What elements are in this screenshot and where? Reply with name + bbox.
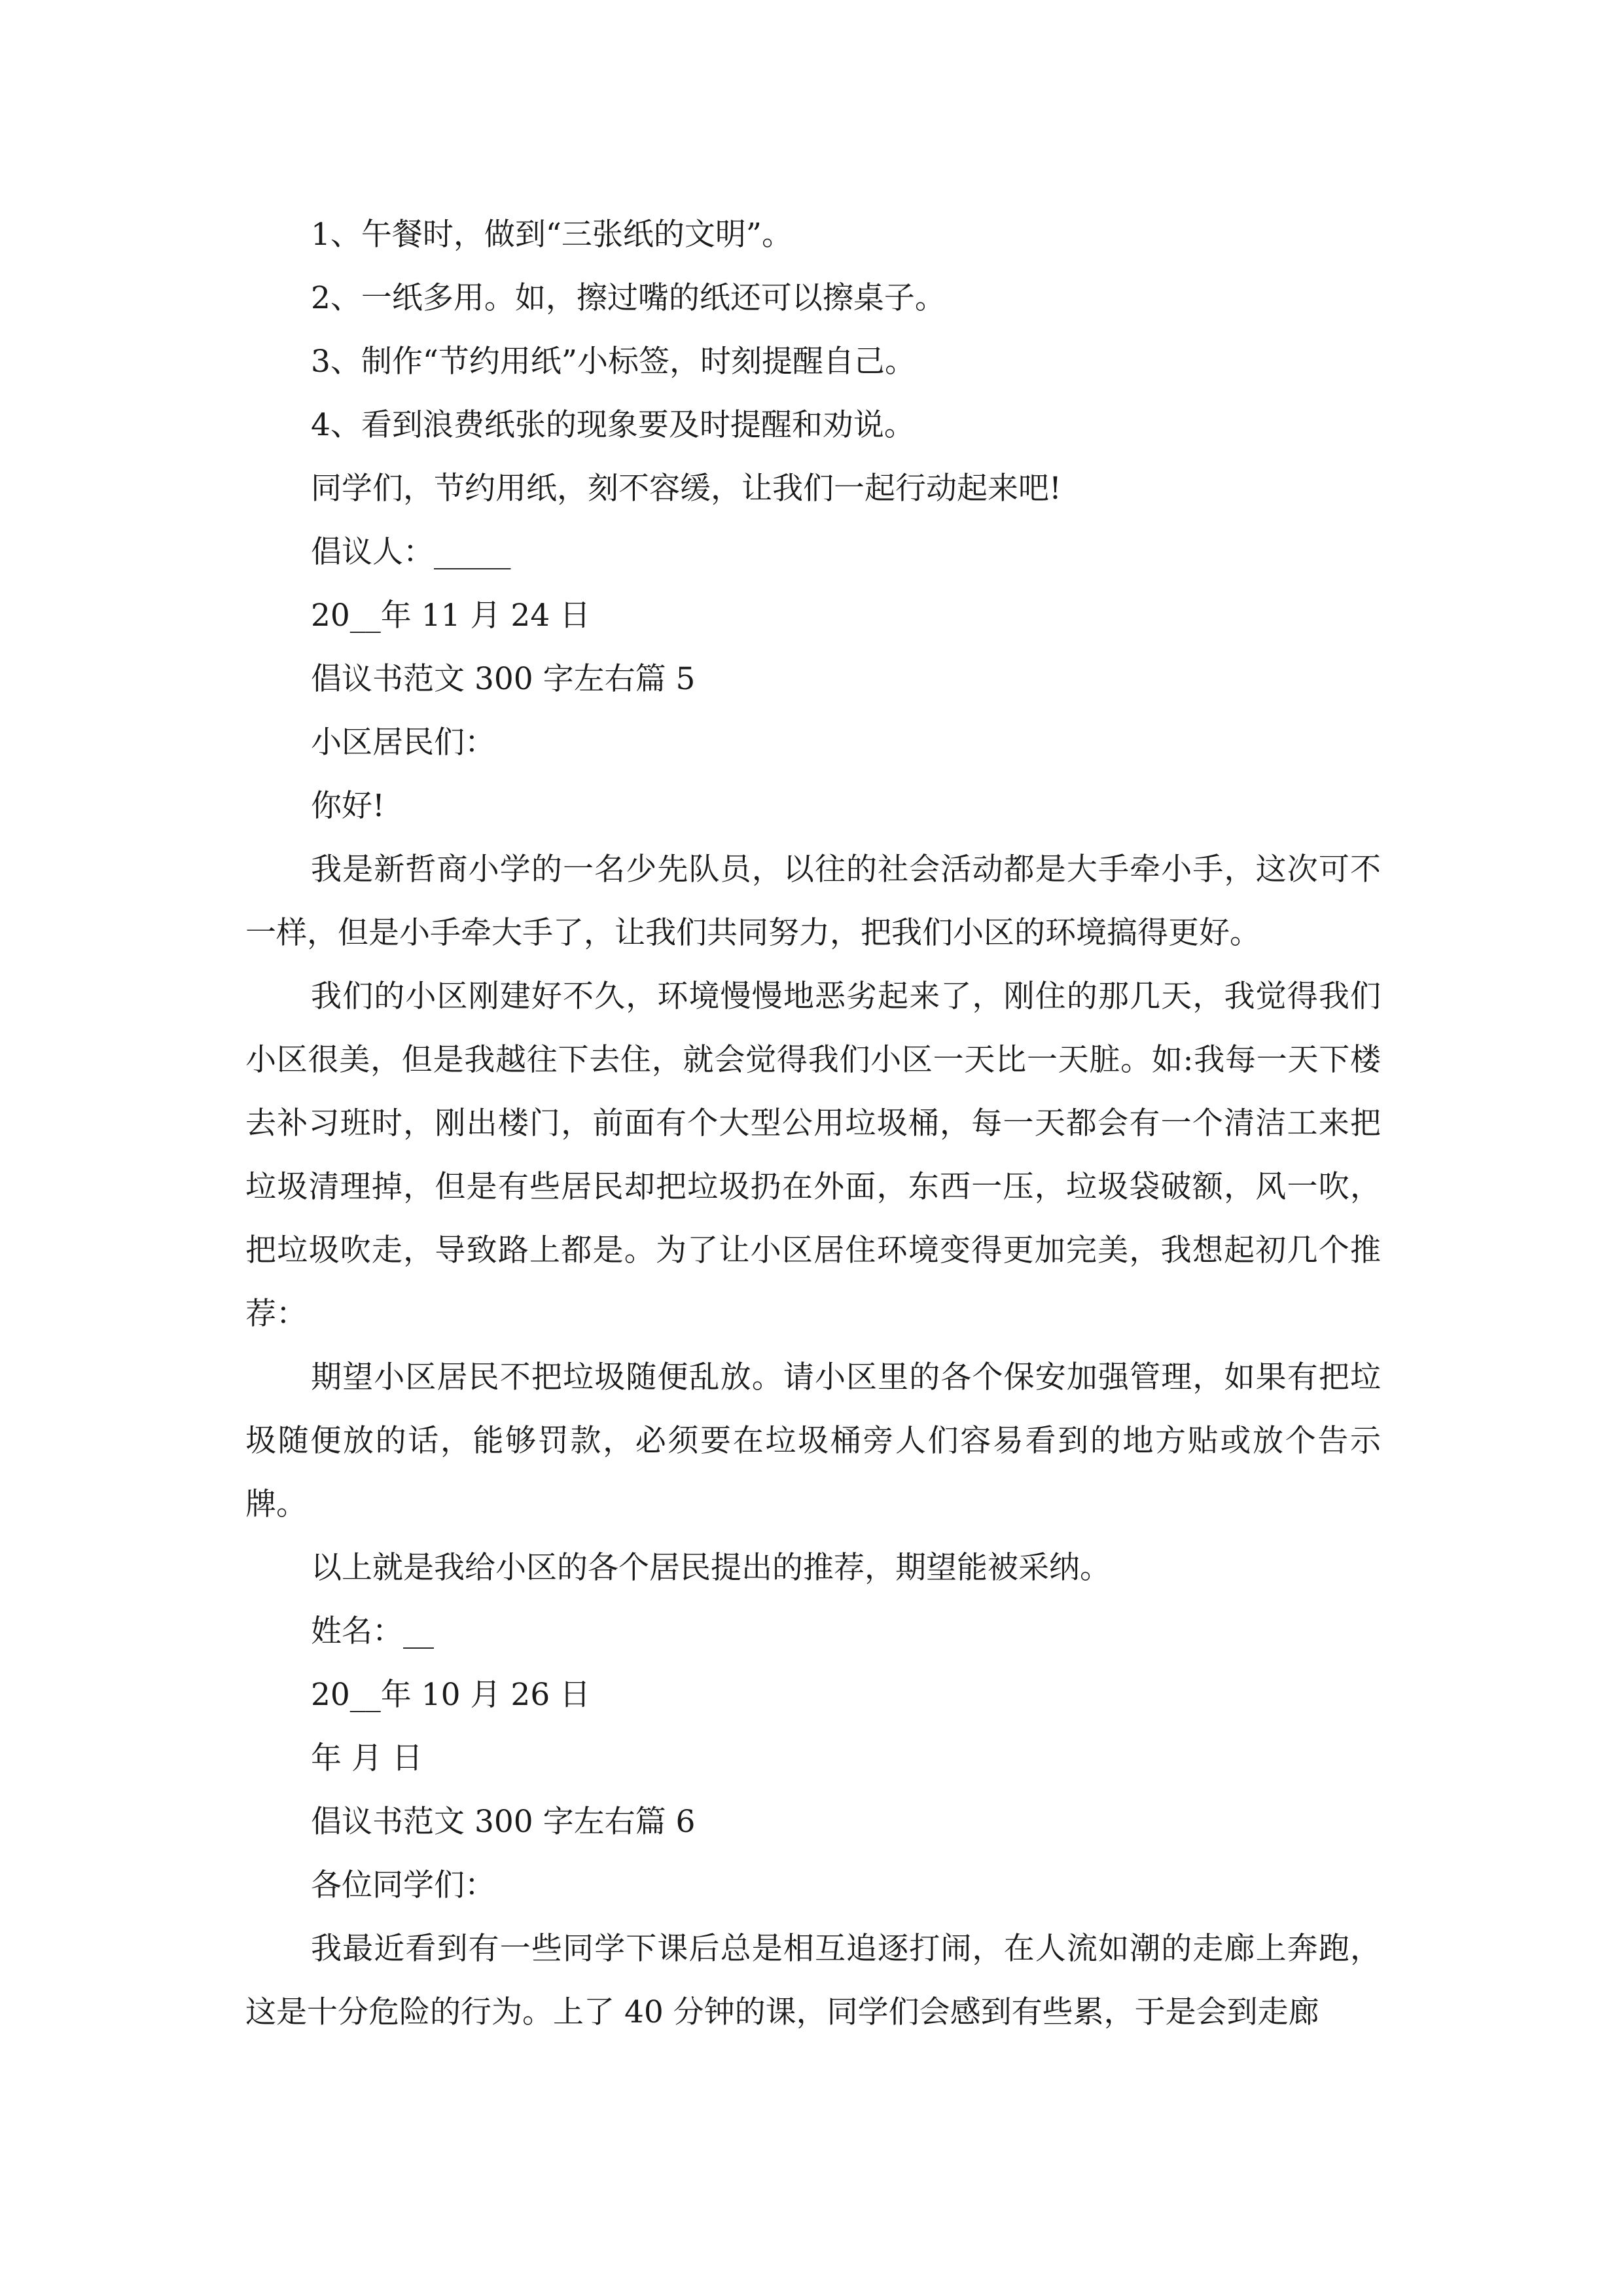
body-paragraph: 我是新哲商小学的一名少先队员，以往的社会活动都是大手牵小手，这次可不一样，但是小手牵大手了，让我们共同努力，把我们小区的环境搞得更好。 <box>245 852 1381 951</box>
closing-call: 同学们，节约用纸，刻不容缓，让我们一起行动起来吧! <box>311 471 1061 507</box>
body-paragraph: 期望小区居民不把垃圾随便乱放。请小区里的各个保安加强管理，如果有把垃圾随便放的话，能够罚款，必须要在垃圾桶旁人们容易看到的地方贴或放个告示牌。 <box>245 1359 1381 1522</box>
date-line: 20__年 11 月 24 日 <box>311 598 591 634</box>
body-paragraph: 我们的小区刚建好不久，环境慢慢地恶劣起来了，刚住的那几天，我觉得我们小区很美，但是我越往下去住，就会觉得我们小区一天比一天脏。如:我每一天下楼去补习班时，刚出楼门，前面有个大型公用垃圾桶，每一天都会有一个清洁工来把垃圾清理掉，但是有些居民却把垃圾扔在外面，东西一压，垃圾袋破额，风一吹，把垃圾吹走，导致路上都是。为了让小区居住环境变得更加完美，我想起初几个推荐： <box>245 978 1381 1332</box>
list-item-1: 1、午餐时，做到“三张纸的文明”。 <box>311 217 793 253</box>
list-item-3: 3、制作“节约用纸”小标签，时刻提醒自己。 <box>311 344 916 380</box>
list-item-4: 4、看到浪费纸张的现象要及时提醒和劝说。 <box>311 407 915 443</box>
closing-line: 以上就是我给小区的各个居民提出的推荐，期望能被采纳。 <box>311 1550 1111 1586</box>
signatory-line: 倡议人：_____ <box>311 534 511 570</box>
list-item-2: 2、一纸多用。如，擦过嘴的纸还可以擦桌子。 <box>311 280 946 316</box>
greeting: 你好! <box>311 788 385 824</box>
section-heading-6: 倡议书范文 300 字左右篇 6 <box>311 1804 696 1840</box>
date-placeholder: 年 月 日 <box>311 1740 423 1776</box>
salutation: 小区居民们： <box>311 725 495 761</box>
document-body <box>245 203 1381 2044</box>
section-heading-5: 倡议书范文 300 字左右篇 5 <box>311 661 696 697</box>
date-line: 20__年 10 月 26 日 <box>311 1677 591 1713</box>
body-paragraph: 我最近看到有一些同学下课后总是相互追逐打闹，在人流如潮的走廊上奔跑，这是十分危险的行为。上了 40 分钟的课，同学们会感到有些累，于是会到走廊 <box>245 1931 1381 2030</box>
name-line: 姓名：__ <box>311 1613 434 1649</box>
salutation: 各位同学们： <box>311 1867 495 1903</box>
